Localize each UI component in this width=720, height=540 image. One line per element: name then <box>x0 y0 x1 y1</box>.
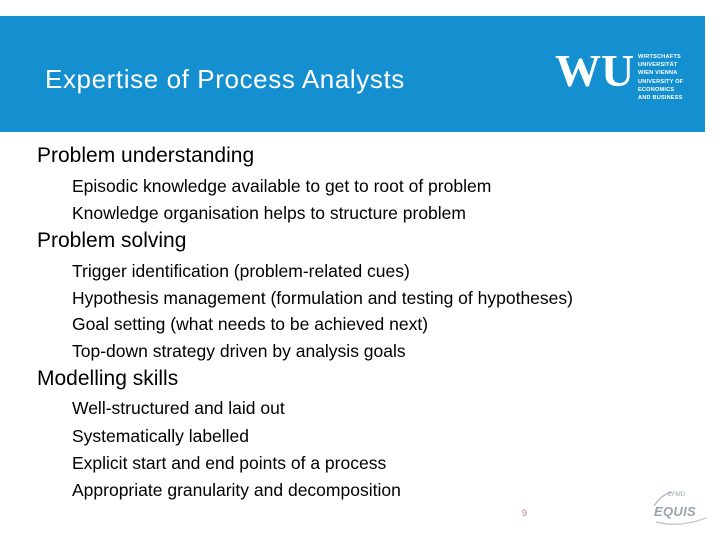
page-number: 9 <box>522 508 528 518</box>
logo-line: UNIVERSITÄT <box>638 62 678 69</box>
logo-line: WIEN VIENNA <box>638 70 678 77</box>
wu-logo-mark-icon <box>555 48 635 92</box>
bullet-item: Hypothesis management (formulation and testing of hypotheses) <box>72 288 573 308</box>
section-heading-problem-solving: Problem solving <box>37 229 187 252</box>
wu-logo <box>555 48 705 122</box>
section-heading-problem-understanding: Problem understanding <box>37 144 255 167</box>
section-heading-modelling-skills: Modelling skills <box>37 367 179 390</box>
logo-line: ECONOMICS <box>638 86 675 93</box>
bullet-item: Well-structured and laid out <box>72 398 285 418</box>
equis-accreditation-logo <box>650 488 710 528</box>
logo-line: WIRTSCHAFTS <box>638 54 681 60</box>
logo-wordmark <box>638 53 683 102</box>
slide-title: Expertise of Process Analysts <box>45 64 405 94</box>
bullet-item: Top-down strategy driven by analysis goals <box>72 341 406 361</box>
wu-mark-text: WU <box>555 48 635 92</box>
bullet-item: Systematically labelled <box>72 426 250 446</box>
bullet-item: Episodic knowledge available to get to root of problem <box>72 176 492 196</box>
logo-line: UNIVERSITY OF <box>638 78 684 85</box>
bullet-item: Trigger identification (problem-related cues) <box>72 261 410 281</box>
logo-line: AND BUSINESS <box>638 94 683 101</box>
efmd-label: EFMD <box>668 492 685 498</box>
bullet-item: Appropriate granularity and decomposition <box>72 480 401 500</box>
bullet-item: Explicit start and end points of a process <box>72 453 387 473</box>
bullet-item: Knowledge organisation helps to structure problem <box>72 203 466 223</box>
equis-label: EQUIS <box>654 504 696 519</box>
bullet-item: Goal setting (what needs to be achieved next) <box>72 314 429 334</box>
